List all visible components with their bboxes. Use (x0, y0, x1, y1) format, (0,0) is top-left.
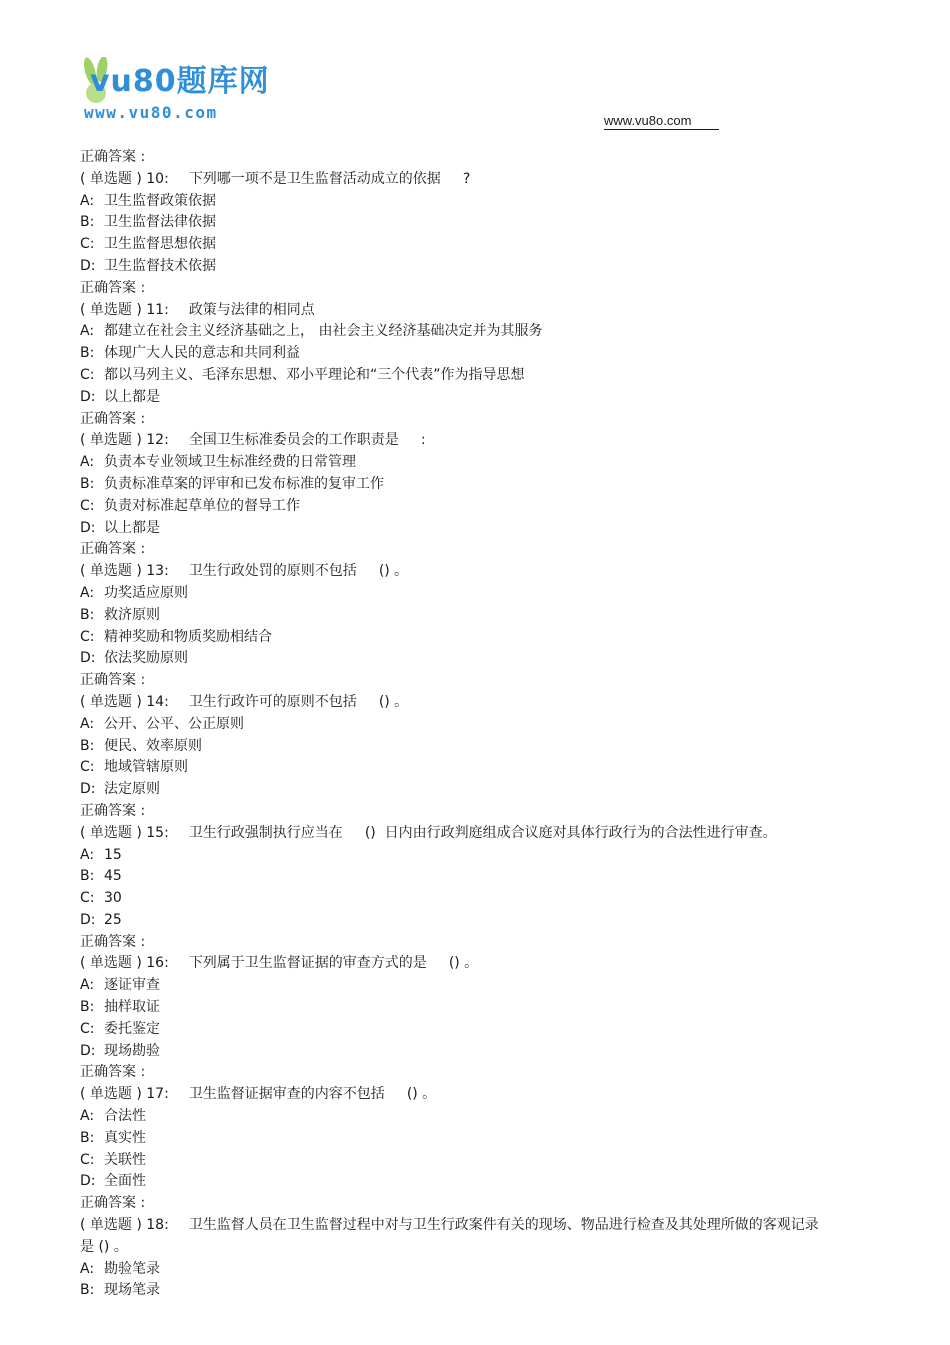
question-number: ( 单选题 ) 10: (80, 170, 169, 187)
question-block (80, 169, 820, 300)
question-suffix: : (420, 432, 426, 449)
option-item[interactable] (80, 1171, 820, 1193)
question-text: 卫生行政许可的原则不包括 (188, 693, 357, 710)
option-item[interactable] (80, 648, 820, 670)
question-number: ( 单选题 ) 17: (80, 1086, 169, 1103)
option-item[interactable] (80, 910, 820, 932)
option-text: 委托鉴定 (104, 1020, 160, 1037)
option-letter: B: (80, 1129, 95, 1146)
question-block (80, 1215, 820, 1302)
option-text: 都建立在社会主义经济基础之上， 由社会主义经济基础决定并为其服务 (104, 323, 543, 340)
option-letter: A: (80, 584, 95, 601)
option-text: 抽样取证 (104, 999, 160, 1016)
option-text: 关联性 (104, 1151, 146, 1168)
question-block (80, 953, 820, 1084)
option-text: 以上都是 (104, 388, 160, 405)
option-item[interactable] (80, 212, 820, 234)
option-text: 地域管辖原则 (104, 759, 188, 776)
answer-label: 正确答案 : (80, 149, 146, 165)
option-item[interactable] (80, 627, 820, 649)
question-number: ( 单选题 ) 12: (80, 432, 169, 449)
question-stem (80, 300, 820, 322)
option-letter: B: (80, 868, 95, 885)
option-letter: C: (80, 890, 95, 907)
option-item[interactable] (80, 605, 820, 627)
question-number: ( 单选题 ) 18: (80, 1217, 169, 1234)
option-letter: C: (80, 236, 95, 253)
logo-url: www.vu80.com (84, 103, 218, 122)
answer-label: 正确答案 : (80, 1064, 146, 1081)
option-item[interactable] (80, 1128, 820, 1150)
option-text: 全面性 (104, 1173, 146, 1190)
question-stem (80, 692, 820, 714)
question-suffix: () 日内由行政判庭组成合议庭对具体行政行为的合法性进行审查。 (364, 824, 777, 841)
question-block (80, 300, 820, 431)
question-stem (80, 953, 820, 975)
answer-label: 正确答案 : (80, 672, 146, 689)
option-text: 15 (104, 846, 122, 863)
option-letter: D: (80, 781, 96, 798)
option-letter: D: (80, 257, 96, 274)
option-text: 45 (104, 868, 122, 885)
option-item[interactable] (80, 365, 820, 387)
question-text: 卫生行政强制执行应当在 (188, 824, 343, 841)
question-text: 卫生监督人员在卫生监督过程中对与卫生行政案件有关的现场、物品进行检查及其处理所做的客观记录是 () 。 (80, 1217, 819, 1255)
option-letter: D: (80, 1042, 96, 1059)
option-item[interactable] (80, 1150, 820, 1172)
option-text: 卫生监督思想依据 (104, 236, 216, 253)
question-number: ( 单选题 ) 11: (80, 301, 169, 318)
question-block (80, 823, 820, 954)
answer-label: 正确答案 : (80, 933, 146, 950)
question-suffix: () 。 (378, 563, 409, 580)
option-item[interactable] (80, 321, 820, 343)
option-text: 卫生监督政策依据 (104, 192, 216, 209)
option-item[interactable] (80, 779, 820, 801)
option-letter: B: (80, 1282, 95, 1299)
option-item[interactable] (80, 256, 820, 278)
option-letter: C: (80, 1020, 95, 1037)
question-stem (80, 561, 820, 583)
option-item[interactable] (80, 1106, 820, 1128)
option-item[interactable] (80, 191, 820, 213)
option-text: 都以马列主义、毛泽东思想、邓小平理论和“三个代表”作为指导思想 (104, 366, 525, 383)
option-text: 法定原则 (104, 781, 160, 798)
answer-label: 正确答案 : (80, 279, 146, 296)
option-letter: C: (80, 497, 95, 514)
option-letter: C: (80, 1151, 95, 1168)
option-letter: D: (80, 1173, 96, 1190)
question-suffix: () 。 (406, 1086, 437, 1103)
question-stem (80, 823, 820, 845)
site-url-link[interactable]: www.vu8o.com (604, 113, 719, 130)
option-item[interactable] (80, 997, 820, 1019)
option-item[interactable] (80, 583, 820, 605)
option-item[interactable] (80, 452, 820, 474)
option-text: 负责本专业领域卫生标准经费的日常管理 (104, 454, 356, 471)
option-item[interactable] (80, 1019, 820, 1041)
question-text: 政策与法律的相同点 (188, 301, 315, 318)
option-text: 便民、效率原则 (104, 737, 202, 754)
logo-text: vu80题库网 (90, 64, 270, 99)
option-item[interactable] (80, 736, 820, 758)
option-letter: A: (80, 454, 95, 471)
question-suffix: () 。 (378, 693, 409, 710)
option-item[interactable] (80, 757, 820, 779)
option-text: 逐证审查 (104, 977, 160, 994)
question-stem (80, 1215, 820, 1259)
option-letter: A: (80, 1260, 95, 1277)
option-text: 卫生监督法律依据 (104, 214, 216, 231)
option-letter: D: (80, 388, 96, 405)
question-block (80, 430, 820, 561)
option-letter: A: (80, 846, 95, 863)
option-text: 现场勘验 (104, 1042, 160, 1059)
question-number: ( 单选题 ) 14: (80, 693, 169, 710)
option-text: 25 (104, 911, 122, 928)
option-text: 负责对标准起草单位的督导工作 (104, 497, 300, 514)
question-stem (80, 430, 820, 452)
question-suffix: ? (462, 170, 471, 187)
answer-label: 正确答案 : (80, 541, 146, 558)
option-item[interactable] (80, 518, 820, 540)
option-letter: A: (80, 192, 95, 209)
answer-label: 正确答案 : (80, 410, 146, 427)
question-text: 卫生监督证据审查的内容不包括 (188, 1086, 385, 1103)
option-text: 合法性 (104, 1108, 146, 1125)
option-text: 现场笔录 (104, 1282, 160, 1299)
option-letter: B: (80, 999, 95, 1016)
question-block (80, 561, 820, 692)
option-letter: B: (80, 214, 95, 231)
question-suffix: () 。 (448, 955, 479, 972)
question-text: 下列哪一项不是卫生监督活动成立的依据 (188, 170, 441, 187)
option-item[interactable] (80, 845, 820, 867)
option-item[interactable] (80, 975, 820, 997)
option-item[interactable] (80, 343, 820, 365)
option-text: 真实性 (104, 1129, 146, 1146)
option-text: 公开、公平、公正原则 (104, 715, 244, 732)
option-item[interactable] (80, 1259, 820, 1281)
option-text: 精神奖励和物质奖励相结合 (104, 628, 272, 645)
option-item[interactable] (80, 1280, 820, 1302)
question-stem (80, 1084, 820, 1106)
option-item[interactable] (80, 234, 820, 256)
option-text: 以上都是 (104, 519, 160, 536)
option-letter: A: (80, 977, 95, 994)
question-text: 卫生行政处罚的原则不包括 (188, 563, 357, 580)
option-letter: B: (80, 737, 95, 754)
question-stem (80, 169, 820, 191)
option-letter: A: (80, 715, 95, 732)
option-letter: B: (80, 606, 95, 623)
question-block (80, 1084, 820, 1215)
option-text: 负责标准草案的评审和已发布标准的复审工作 (104, 475, 384, 492)
question-block (80, 692, 820, 823)
option-letter: C: (80, 759, 95, 776)
option-item[interactable] (80, 888, 820, 910)
option-text: 救济原则 (104, 606, 160, 623)
question-text: 下列属于卫生监督证据的审查方式的是 (188, 955, 427, 972)
answer-label: 正确答案 : (80, 1195, 146, 1212)
option-letter: D: (80, 650, 96, 667)
answer-label: 正确答案 : (80, 802, 146, 819)
option-item[interactable] (80, 387, 820, 409)
question-list (80, 147, 820, 1302)
option-text: 勘验笔录 (104, 1260, 160, 1277)
option-text: 卫生监督技术依据 (104, 257, 216, 274)
option-letter: C: (80, 366, 95, 383)
option-item[interactable] (80, 496, 820, 518)
question-number: ( 单选题 ) 16: (80, 955, 169, 972)
option-item[interactable] (80, 474, 820, 496)
option-item[interactable] (80, 866, 820, 888)
option-text: 依法奖励原则 (104, 650, 188, 667)
option-letter: B: (80, 475, 95, 492)
option-letter: A: (80, 323, 95, 340)
option-letter: B: (80, 345, 95, 362)
option-letter: C: (80, 628, 95, 645)
option-item[interactable] (80, 1041, 820, 1063)
option-letter: D: (80, 911, 96, 928)
question-number: ( 单选题 ) 15: (80, 824, 169, 841)
question-text: 全国卫生标准委员会的工作职责是 (188, 432, 399, 449)
option-text: 30 (104, 890, 122, 907)
option-text: 功奖适应原则 (104, 584, 188, 601)
option-item[interactable] (80, 714, 820, 736)
option-text: 体现广大人民的意志和共同利益 (104, 345, 300, 362)
option-letter: A: (80, 1108, 95, 1125)
option-letter: D: (80, 519, 96, 536)
question-number: ( 单选题 ) 13: (80, 563, 169, 580)
